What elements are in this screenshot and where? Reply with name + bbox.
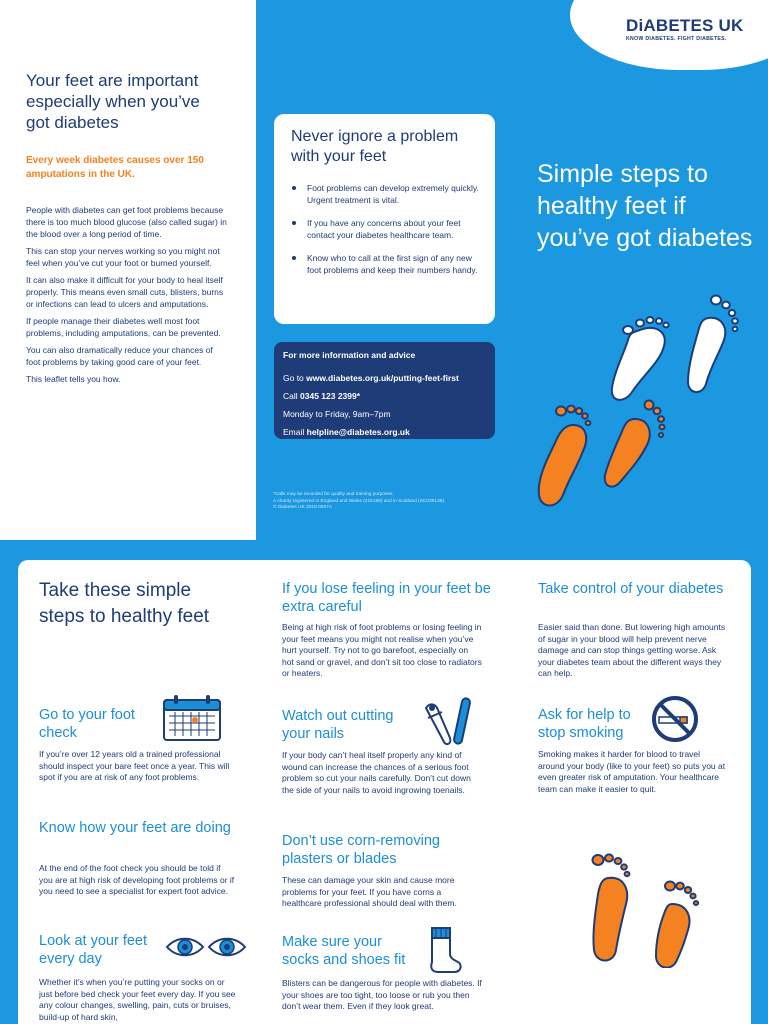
intro-paragraph: People with diabetes can get foot problems because there is too much blood glucose (also called sugar) in the blood over a long period of time. [26,205,227,239]
stop-smoking-heading: Ask for help to stop smoking [538,707,631,741]
logo-tagline: KNOW DIABETES. FIGHT DIABETES. [626,36,727,42]
sock-icon [424,924,464,974]
intro-paragraph: If people manage their diabetes well most foot problems, including amputations, can be prevented. [26,316,221,338]
intro-paragraph: You can also dramatically reduce your chances of foot problems by taking good care of your feet. [26,345,213,367]
small-print [273,492,498,512]
list-item: Know who to call at the first sign of any new foot problems and keep their numbers handy. [291,252,479,276]
know-how-heading: Know how your feet are doing [39,820,231,836]
intro-panel [0,0,256,540]
amputation-highlight: Every week diabetes causes over 150 amputations in the UK. [26,155,204,180]
socks-shoes-heading: Make sure your socks and shoes fit [282,934,406,968]
info-box [274,342,495,439]
info-title: For more information and advice [283,350,416,360]
take-control-heading: Take control of your diabetes [538,581,724,597]
look-every-day-text: Whether it’s when you’re putting your socks on or just before bed check your feet every day. If you see any colour changes, swelling, pain, cuts or bruises, build-up of hard skin, [39,977,236,1022]
list-item: Foot problems can develop extremely quickly. Urgent treatment is vital. [291,182,479,206]
foot-check-heading: Go to your foot check [39,707,135,741]
list-item: If you have any concerns about your feet contact your diabetes healthcare team. [291,217,479,241]
take-control-text: Easier said than done. But lowering high amounts of sugar in your blood will help prevent nerve damage and can stop things getting worse. Ask your diabetes team about the different ways they can help. [538,622,726,678]
corn-plasters-heading: Don’t use corn-removing plasters or blades [282,833,440,867]
phone-number[interactable]: 0345 123 2399* [300,391,361,401]
website-line [283,369,485,387]
intro-paragraph: It can also make it difficult for your body to heal itself properly. This means even small cuts, blisters, burns or infections can lead to ulcers and amputations. [26,275,224,309]
no-smoking-icon [650,694,700,744]
logo-name: DiABETES UK [626,16,744,35]
phone-prefix: Call [283,391,301,401]
calendar-icon [161,694,223,744]
website-link[interactable]: www.diabetes.org.uk/putting-feet-first [306,373,459,383]
cutting-nails-text: If your body can’t heal itself properly any kind of wound can increase the chances of a serious foot problem so cut your nails carefully. Don’t cut down the side of your nails to avoid ingrowing toenails. [282,750,471,795]
email-line [283,423,485,441]
cutting-nails-heading: Watch out cutting your nails [282,708,394,742]
orange-footprints-icon [525,395,675,520]
eyes-icon [165,934,247,960]
steps-title: Take these simple steps to healthy feet [39,580,210,627]
email-prefix: Email [283,427,307,437]
diabetes-uk-logo [626,17,743,42]
white-footprints-icon [600,288,750,408]
opening-hours: Monday to Friday, 9am–7pm [283,409,391,419]
stop-smoking-text: Smoking makes it harder for blood to travel around your body (like to your feet) so puts you at even greater risk of amputation. Your healthcare team can make it easier to quit. [538,749,726,794]
lose-feeling-heading: If you lose feeling in your feet be extra careful [282,581,491,615]
website-prefix: Go to [283,373,307,383]
know-how-text: At the end of the foot check you should be told if you are at high risk of developing foot problems or if you need to see a specialist for expert foot advice. [39,863,235,896]
foot-check-text: If you’re over 12 years old a trained professional should inspect your bare feet once a year. This will spot if you are at risk of any foot problems. [39,749,230,782]
small-print-line: *Calls may be recorded for quality and training purposes. [273,492,394,497]
intro-title: Your feet are important especially when you’ve got diabetes [26,71,200,132]
small-print-line: A charity registered in England and Wales (215199) and in Scotland (SC039136). [273,498,446,504]
small-print-line: © Diabetes UK 2018 0097A [273,505,333,511]
intro-paragraph: This leaflet tells you how. [26,374,121,384]
look-every-day-heading: Look at your feet every day [39,933,148,967]
lose-feeling-text: Being at high risk of foot problems or losing feeling in your feet means you might not realise when you’ve hurt yourself. Try not to go barefoot, especially on hot sand or gravel, and don’t sit too close to radiators or heaters. [282,622,482,678]
cover-heading: Simple steps to healthy feet if you’ve got diabetes [537,160,753,252]
orange-footprints-bottom-icon [572,848,722,968]
intro-paragraph: This can stop your nerves working so you might not feel when you’ve cut your foot or burned yourself. [26,246,220,268]
steps-panel [18,560,751,1024]
corn-plasters-text: These can damage your skin and cause more problems for your feet. If you have corns a healthcare professional should deal with them. [282,875,457,908]
never-ignore-title: Never ignore a problem with your feet [291,128,459,165]
email-link[interactable]: helpline@diabetes.org.uk [306,427,410,437]
phone-line [283,387,485,405]
never-ignore-list [291,182,479,276]
nail-clipper-icon [420,694,472,748]
never-ignore-card [274,114,495,324]
socks-shoes-text: Blisters can be dangerous for people with diabetes. If your shoes are too tight, too loose or rub you then don’t wear them. Even if they look great. [282,978,482,1011]
